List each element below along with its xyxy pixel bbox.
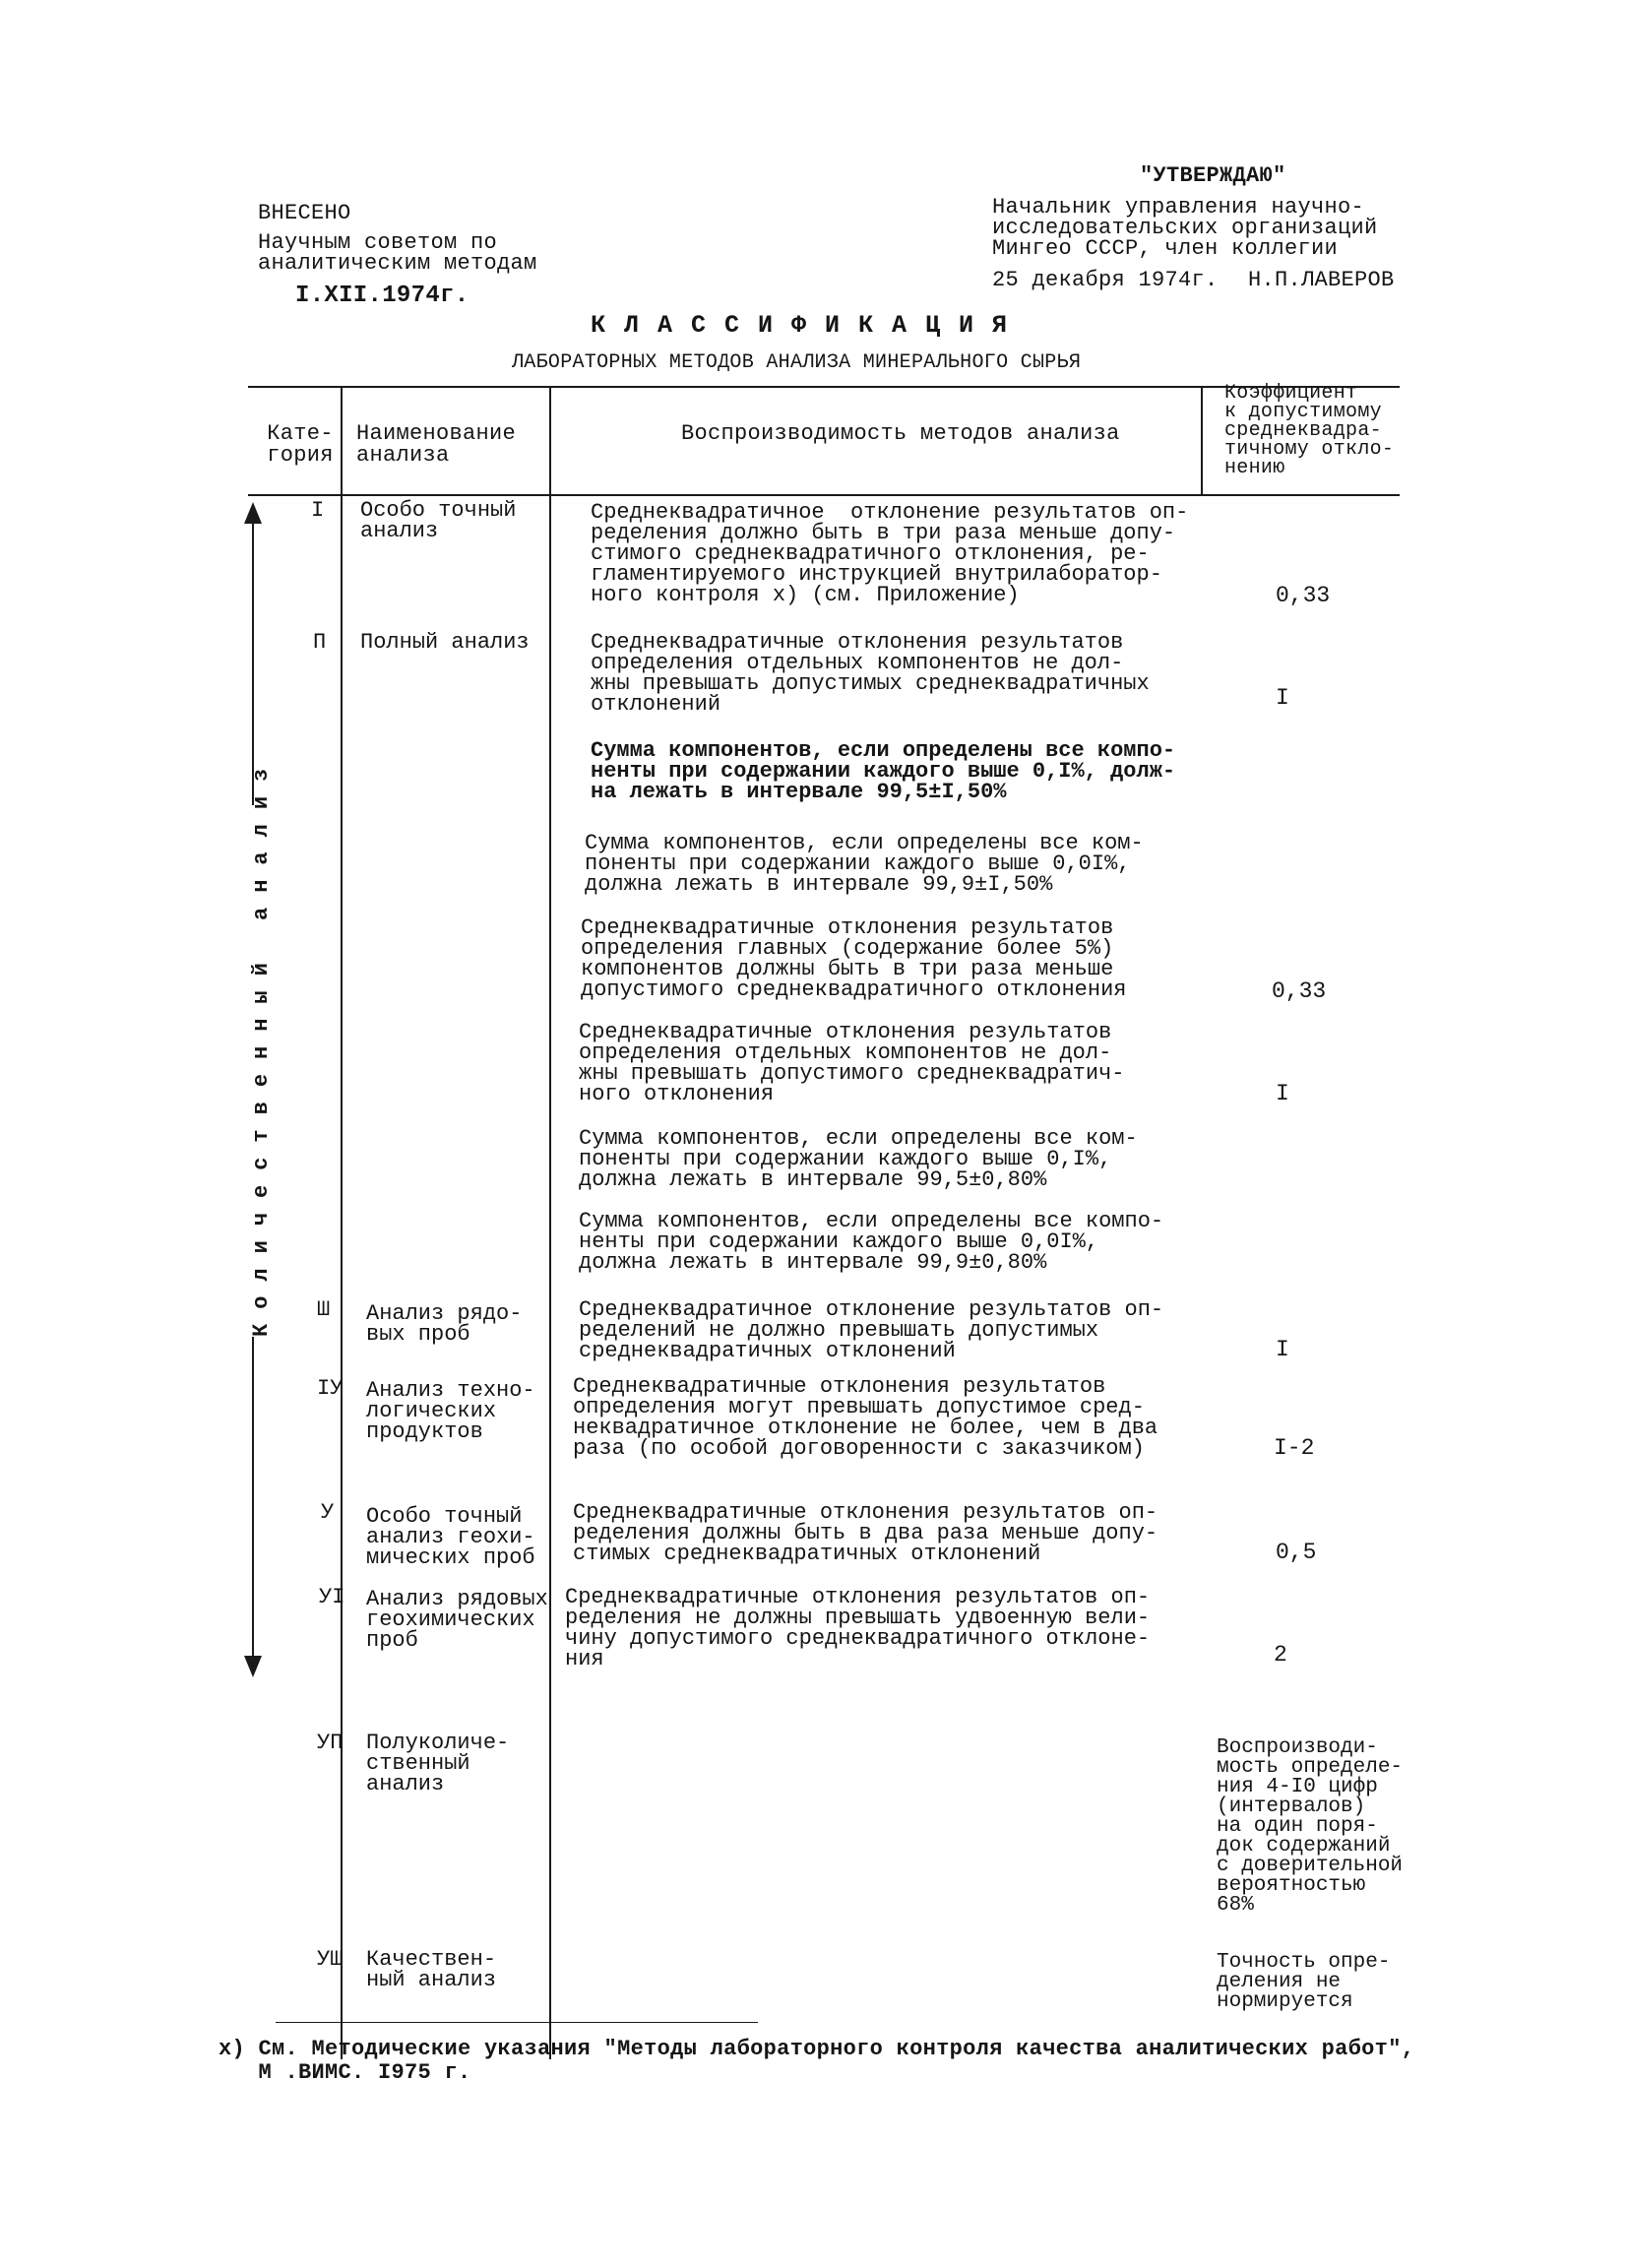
row-14-name: Качествен- ный анализ: [366, 1947, 497, 1992]
row-12-text: Среднеквадратичные отклонения результатов оп- ределения не должны превышать удвоенную вели- чину допустимого среднеквадратичного отклоне- ния: [565, 1585, 1151, 1671]
row-10-coef: I-2: [1274, 1435, 1315, 1461]
row-7-text: Сумма компонентов, если определены все ком- поненты при содержании каждого выше 0,I%, должна лежать в интервале 99,5±0,80%: [579, 1126, 1138, 1192]
row-13-category: УП: [317, 1731, 344, 1755]
col-divider-3: [1201, 386, 1203, 494]
header-name: Наименование анализа: [356, 421, 517, 468]
document-subtitle: ЛАБОРАТОРНЫХ МЕТОДОВ АНАЛИЗА МИНЕРАЛЬНОГО СЫРЬЯ: [512, 351, 1082, 374]
row-4-text: Сумма компонентов, если определены все ком- поненты при содержании каждого выше 0,0I%, должна лежать в интервале 99,9±I,50%: [585, 831, 1144, 897]
col-divider-2: [549, 386, 551, 494]
row-11-name: Особо точный анализ геохи- мических проб: [366, 1504, 535, 1570]
header-coefficient: Коэффициент к допустимому среднеквадра- тичному откло- нению: [1224, 382, 1395, 479]
document-title: К Л А С С И Ф И К А Ц И Я: [591, 311, 1010, 340]
row-3-text: Сумма компонентов, если определены все компо- ненты при содержании каждого выше 0,I%, долж- на лежать в интервале 99,5±I,50%: [591, 738, 1176, 804]
row-2-text: Среднеквадратичные отклонения результатов определения отдельных компонентов не дол- жны превышать допустимых среднеквадратичных отклонений: [591, 630, 1150, 717]
row-5-text: Среднеквадратичные отклонения результатов определения главных (содержание более 5%) компонентов должны быть в три раза меньше допустимого среднеквадратичного отклонения: [581, 915, 1127, 1002]
row-2-category: П: [313, 630, 327, 655]
submitted-body: Научным советом по аналитическим методам: [258, 230, 537, 276]
row-5-coef: 0,33: [1272, 978, 1327, 1004]
row-10-text: Среднеквадратичные отклонения результатов определения могут превышать допустимое сред- неквадратичное отклонение не более, чем в два раза (по особой договоренности с заказчиком): [573, 1374, 1158, 1461]
row-9-coef: I: [1276, 1337, 1289, 1362]
arrow-down-icon: [244, 1656, 262, 1677]
row-9-category: Ш: [317, 1297, 331, 1322]
header-category: Кате- гория: [267, 421, 334, 468]
row-8-text: Сумма компонентов, если определены все компо- ненты при содержании каждого выше 0,0I%, должна лежать в интервале 99,9±0,80%: [579, 1209, 1164, 1275]
row-1-coef: 0,33: [1276, 583, 1331, 608]
header-reproducibility: Воспроизводимость методов анализа: [681, 421, 1120, 446]
row-1-category: I: [311, 498, 325, 523]
row-9-name: Анализ рядо- вых проб: [366, 1301, 523, 1347]
row-13-name: Полуколиче- ственный анализ: [366, 1731, 510, 1796]
row-12-category: УI: [319, 1585, 345, 1609]
approved-name: Н.П.ЛАВЕРОВ: [1248, 268, 1395, 292]
row-12-coef: 2: [1274, 1642, 1287, 1668]
row-11-text: Среднеквадратичные отклонения результатов оп- ределения должны быть в два раза меньше допу- стимых среднеквадратичных отклонений: [573, 1500, 1158, 1566]
row-1-text: Среднеквадратичное отклонение результатов оп- ределения должно быть в три раза меньше допу- стимого среднеквадратичного отклонения, ре- гламентируемого инструкцией внутрилаборатор- ного контроля x) (см. Приложение): [591, 500, 1189, 607]
row-12-name: Анализ рядовых геохимических проб: [366, 1587, 548, 1653]
row-11-category: У: [321, 1500, 335, 1525]
submitted-title: ВНЕСЕНО: [258, 201, 351, 225]
approved-date: 25 декабря 1974г.: [992, 268, 1219, 292]
row-13-coef: Воспроизводи- мость определе- ния 4-I0 цифр (интервалов) на один поря- док содержаний с доверительной вероятностью 68%: [1217, 1736, 1404, 1917]
col-divider-1: [341, 386, 343, 494]
row-9-text: Среднеквадратичное отклонение результатов оп- ределений не должно превышать допустимых среднеквадратичных отклонений: [579, 1297, 1164, 1363]
row-1-name: Особо точный анализ: [360, 498, 517, 543]
row-10-category: IУ: [317, 1376, 344, 1401]
row-6-coef: I: [1276, 1081, 1289, 1106]
row-2-name: Полный анализ: [360, 630, 530, 655]
col-divider-1-body: [341, 494, 343, 2059]
approved-body: Начальник управления научно- исследовательских организаций Мингео СССР, член коллегии: [992, 195, 1378, 261]
row-10-name: Анализ техно- логических продуктов: [366, 1378, 535, 1444]
footnote-rule: [276, 2022, 758, 2023]
row-6-text: Среднеквадратичные отклонения результатов определения отдельных компонентов не дол- жны превышать допустимого среднеквадратич- ного отклонения: [579, 1020, 1125, 1106]
submitted-date: I.XII.1974г.: [295, 283, 469, 309]
approved-title: "УТВЕРЖДАЮ": [1140, 163, 1286, 188]
row-11-coef: 0,5: [1276, 1540, 1317, 1565]
side-label-quantitative: Количественный анализ: [242, 805, 282, 1337]
row-14-coef: Точность опре- деления не нормируется: [1217, 1951, 1391, 2013]
col-divider-2-body: [549, 494, 551, 2059]
arrow-up-icon: [244, 502, 262, 524]
row-14-category: УШ: [317, 1947, 344, 1972]
table-header-rule: [248, 494, 1400, 496]
footnote: x) См. Методические указания "Методы лабораторного контроля качества аналитических работ", М .ВИМС. I975 г.: [219, 2037, 1415, 2085]
row-2-coef: I: [1276, 685, 1289, 711]
